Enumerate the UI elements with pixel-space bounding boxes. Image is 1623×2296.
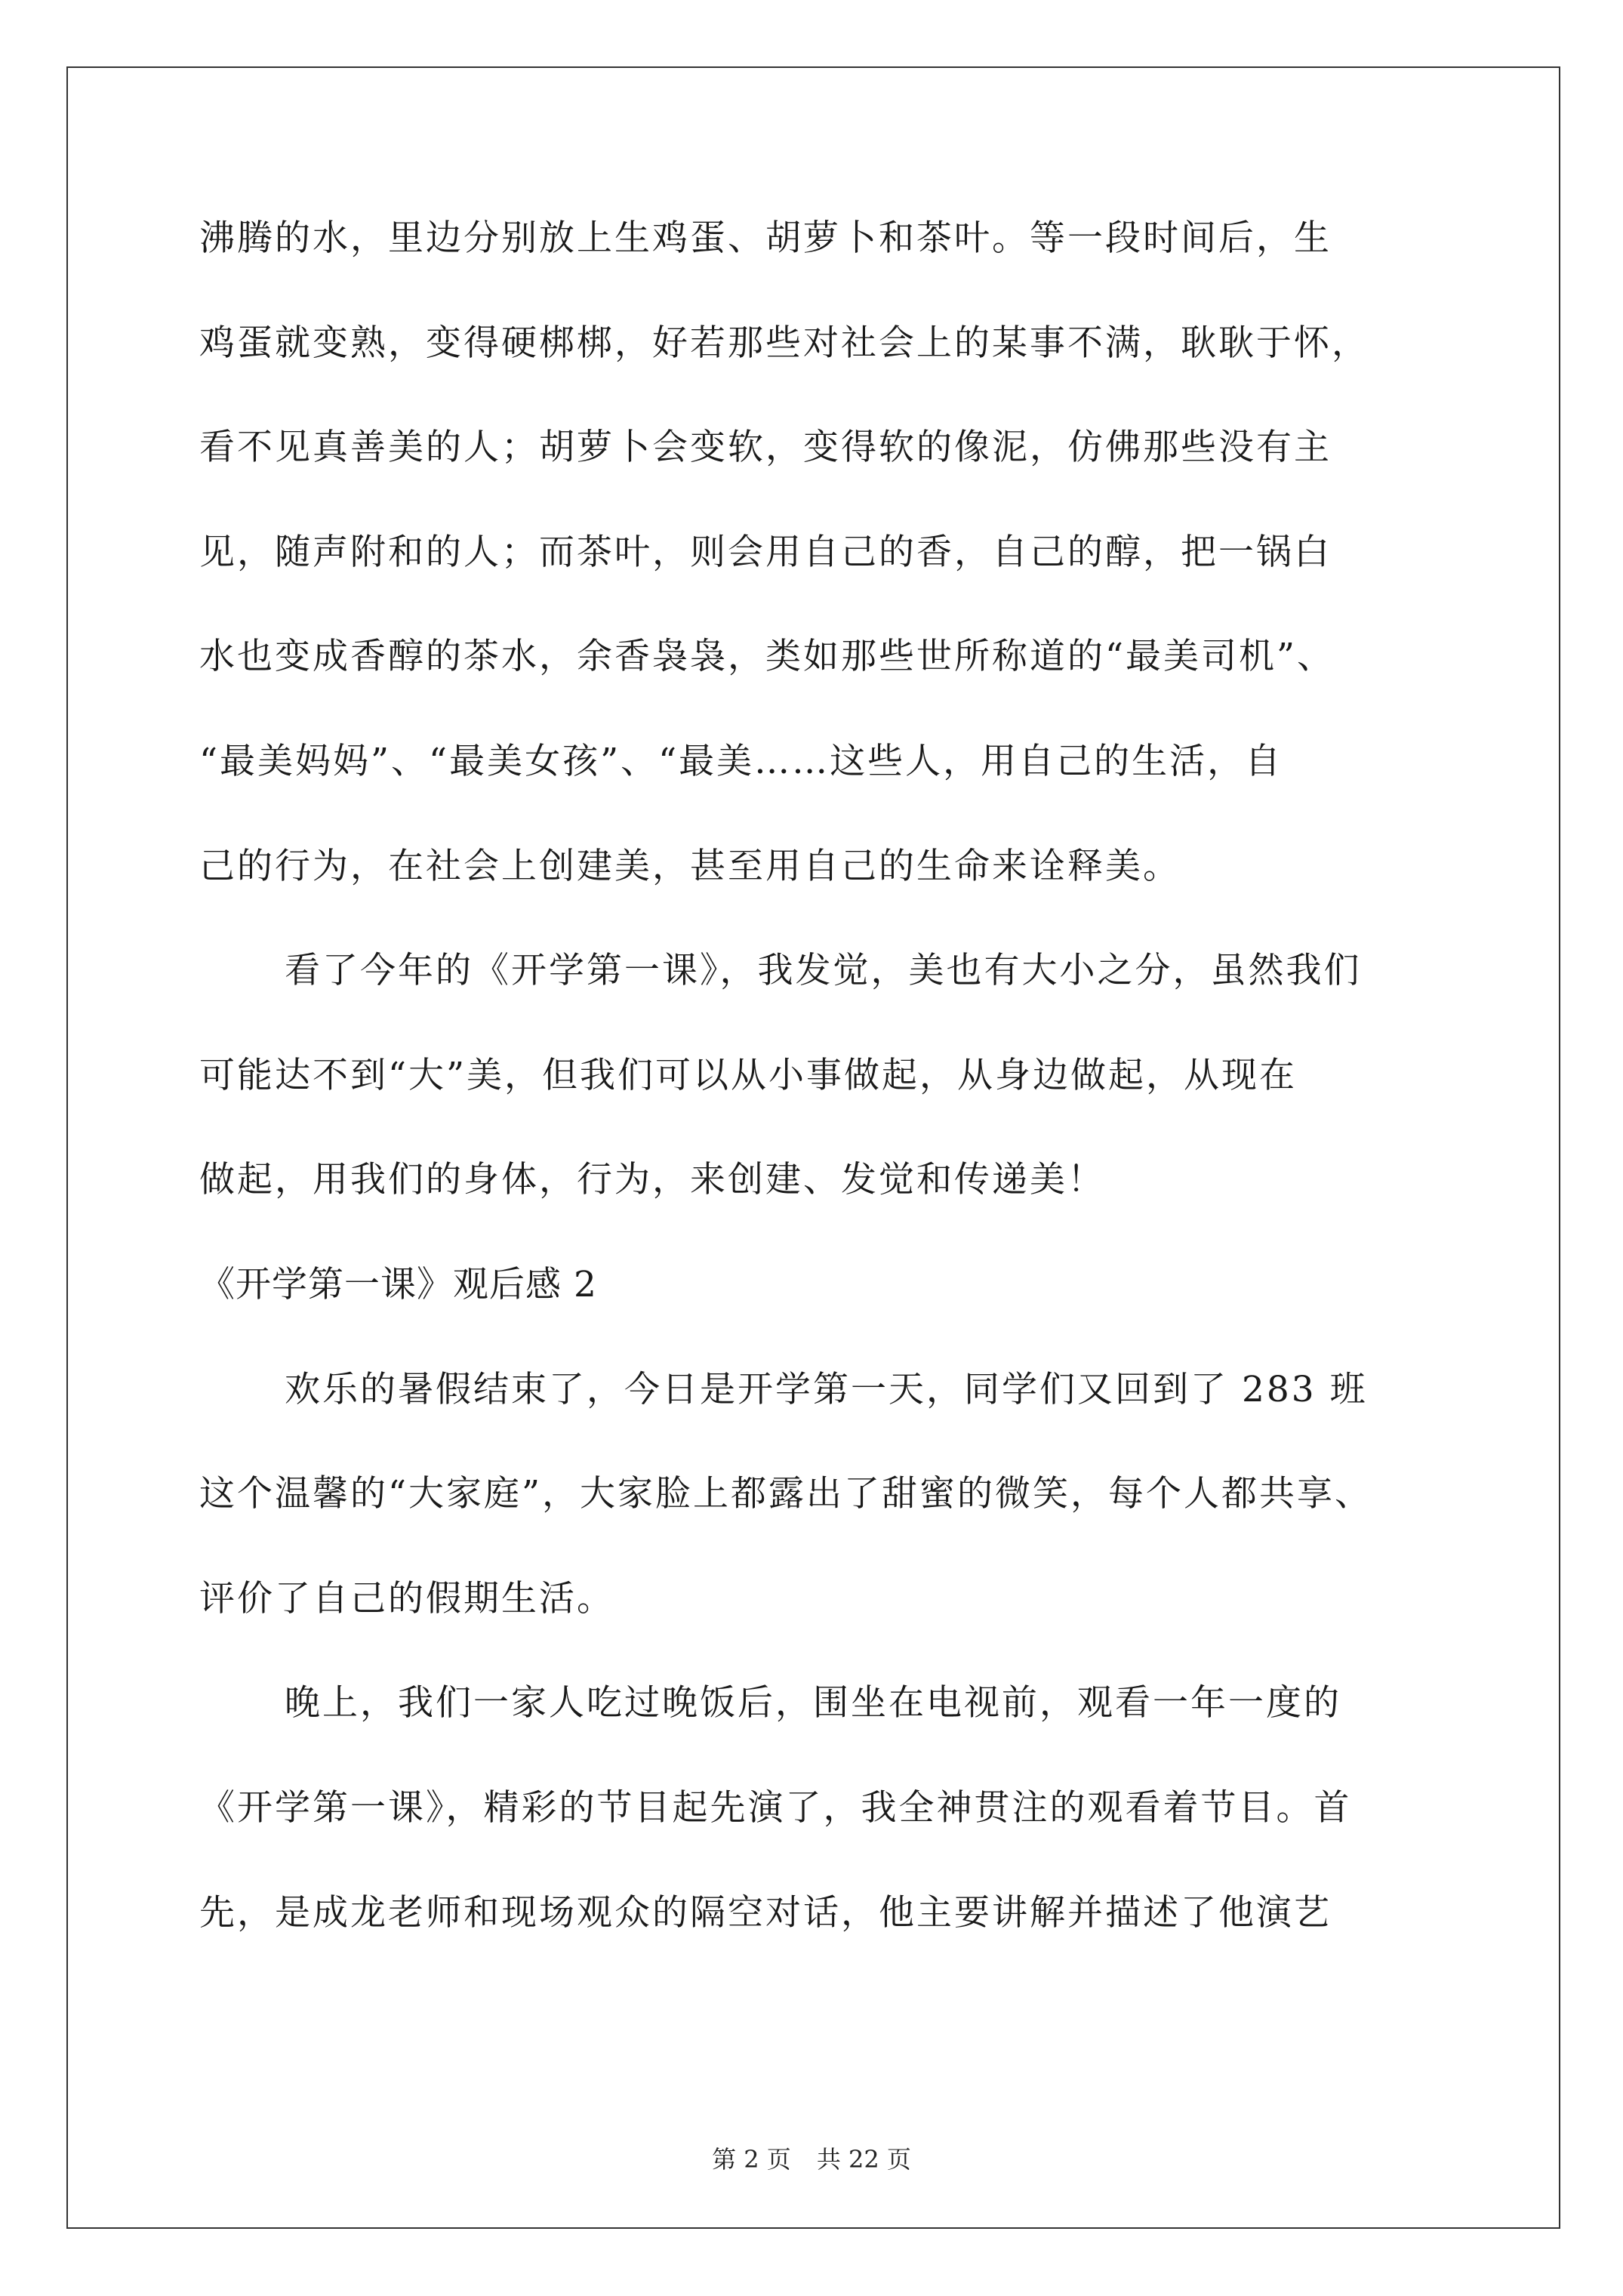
text-line: 水也变成香醇的茶水，余香袅袅，类如那些世所称道的“最美司机”、 [199, 636, 1335, 678]
text-line: 鸡蛋就变熟，变得硬梆梆，好若那些对社会上的某事不满，耿耿于怀， [199, 322, 1369, 364]
text-line: 评价了自己的假期生活。 [199, 1577, 614, 1620]
text-line: 先，是成龙老师和现场观众的隔空对话，他主要讲解并描述了他演艺 [199, 1891, 1332, 1934]
text-line: 看不见真善美的人；胡萝卜会变软，变得软的像泥，仿佛那些没有主 [199, 427, 1332, 469]
page-number: 第 2 页 [712, 2145, 791, 2174]
paragraph-first-line: 欢乐的暑假结束了，今日是开学第一天，同学们又回到了 283 班 [285, 1368, 1368, 1410]
text-line: 沸腾的水，里边分别放上生鸡蛋、胡萝卜和茶叶。等一段时间后，生 [199, 217, 1332, 259]
page-footer [0, 2146, 1623, 2173]
paragraph-first-line: 看了今年的《开学第一课》，我发觉，美也有大小之分，虽然我们 [285, 950, 1362, 992]
document-body [199, 219, 1452, 1998]
text-line: 可能达不到“大”美，但我们可以从小事做起，从身边做起，从现在 [199, 1054, 1298, 1096]
text-line: 这个温馨的“大家庭”，大家脸上都露出了甜蜜的微笑，每个人都共享、 [199, 1473, 1373, 1515]
page-total: 共 22 页 [816, 2145, 911, 2174]
text-line: 己的行为，在社会上创建美，甚至用自己的生命来诠释美。 [199, 845, 1181, 887]
text-line: “最美妈妈”、“最美女孩”、“最美……这些人，用自己的生活，自 [199, 740, 1283, 782]
text-line: 做起，用我们的身体，行为，来创建、发觉和传递美！ [199, 1159, 1105, 1201]
paragraph-first-line: 晚上，我们一家人吃过晚饭后，围坐在电视前，观看一年一度的 [285, 1682, 1341, 1724]
text-line: 《开学第一课》，精彩的节目起先演了，我全神贯注的观看着节目。首 [199, 1786, 1352, 1829]
section-heading: 《开学第一课》观后感 2 [199, 1263, 597, 1305]
text-line: 见，随声附和的人；而茶叶，则会用自己的香，自己的醇，把一锅白 [199, 531, 1332, 573]
